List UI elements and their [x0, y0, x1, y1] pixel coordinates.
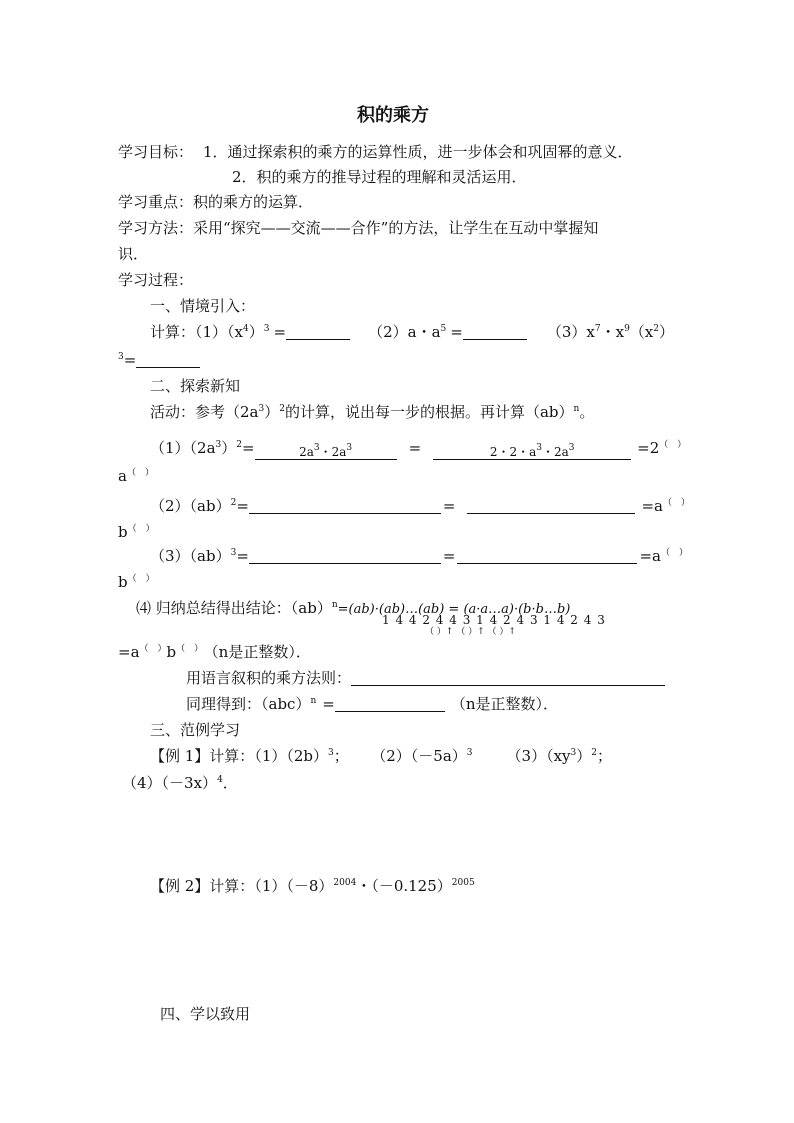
- row-4-expression: =(ab)·(ab)…(ab) = (a·a…a)·(b·b…b): [337, 602, 571, 617]
- row-2: （2）（ab）$^2$= = =a（ ）: [150, 497, 691, 515]
- goal-label: 学习目标：: [118, 143, 194, 161]
- q3-answer-blank[interactable]: [136, 353, 200, 368]
- similar-answer-blank[interactable]: [335, 697, 445, 712]
- section-2-heading: 二、探索新知: [150, 377, 241, 395]
- rule-answer-blank[interactable]: [351, 671, 665, 686]
- goal-item-1: 1．通过探索积的乘方的运算性质，进一步体会和巩固幂的意义．: [203, 143, 633, 161]
- row-3: （3）（ab）$^3$= = =a（ ）: [150, 547, 689, 565]
- similar-line: 同理得到：（abc）$^n$ = （n是正整数）．: [186, 695, 558, 713]
- calc-label: 计算：: [150, 323, 196, 341]
- method-line-1: 学习方法：采用“探究——交流——合作”的方法，让学生在互动中掌握知: [118, 219, 599, 237]
- row-2-fill-1[interactable]: [249, 499, 441, 514]
- q3-text: $(3)x^7$・$x^9(x^2)$: [546, 323, 675, 341]
- row-4: ⑷ 归纳总结得出结论：（ab）$^n$=(ab)·(ab)…(ab) = (a·a…a)·(b·b…b): [136, 599, 571, 617]
- section-1-heading: 一、情境引入：: [150, 297, 256, 315]
- row-3-fill-2[interactable]: [457, 549, 637, 564]
- row-1-continuation: a（ ）: [118, 467, 154, 485]
- method-line-2: 识．: [118, 245, 149, 263]
- row-1-fill-2[interactable]: 2・2・$a^3$・$2a^3$: [433, 445, 631, 460]
- goal-line-1: [118, 142, 633, 162]
- row-1-fill-1[interactable]: $2a^3$・$2a^3$: [255, 445, 397, 460]
- q3-continuation: $^3$=: [118, 350, 200, 370]
- process-label: 学习过程：: [118, 271, 194, 289]
- example-1-row: 【例 1】计算：$(1)(2b)^3$； $(2)(-5a)^3$ $(3)(xy^3)^2$；: [150, 747, 613, 765]
- goal-item-2: 2．积的乘方的推导过程的理解和灵活运用．: [232, 168, 527, 186]
- q2-answer-blank[interactable]: [463, 325, 527, 340]
- row-4-brace-arrows: （ ）↑ （ ）↑ （ ）↑: [425, 627, 516, 637]
- example-2-row: 【例 2】计算：$(1)(-8)^{2004}$・$(-0.125)^{2005}$: [150, 877, 475, 895]
- q2-text: （2）a・$a^5$ =: [368, 323, 463, 341]
- row-3-continuation: b（ ）: [118, 573, 155, 591]
- focus-line: 学习重点：积的乘方的运算．: [118, 193, 314, 211]
- row-2-continuation: b（ ）: [118, 523, 155, 541]
- q1-answer-blank[interactable]: [286, 325, 350, 340]
- row-3-fill-1[interactable]: [249, 549, 441, 564]
- example-1-continuation: $(4)(-3x)^4$．: [122, 774, 238, 792]
- row-4-continuation: =a（ ）b（ ） （n是正整数）．: [118, 643, 311, 661]
- section-4-heading: 四、学以致用: [160, 1005, 251, 1023]
- activity-line: 活动：参考$(2a^3)^2$的计算，说出每一步的根据。再计算（ab）$^n$。: [150, 403, 595, 421]
- page-title: 积的乘方: [357, 105, 429, 126]
- section-3-heading: 三、范例学习: [150, 721, 241, 739]
- q1-text: $(1)(x^4)^3$ =: [195, 323, 287, 341]
- row-2-fill-2[interactable]: [467, 499, 635, 514]
- row-1: $(1)(2a^3)^2= 2a^3$・$2a^3 = 2$・2・$a^3$・$2a^3 =2^{( )}$: [150, 439, 687, 459]
- row-4-brace-digits: 1 4 4 2 4 4 3 1 4 2 4 3 1 4 2 4 3: [382, 613, 606, 627]
- rule-line: 用语言叙积的乘方法则：: [186, 668, 665, 688]
- section-1-calc-row: [150, 322, 674, 342]
